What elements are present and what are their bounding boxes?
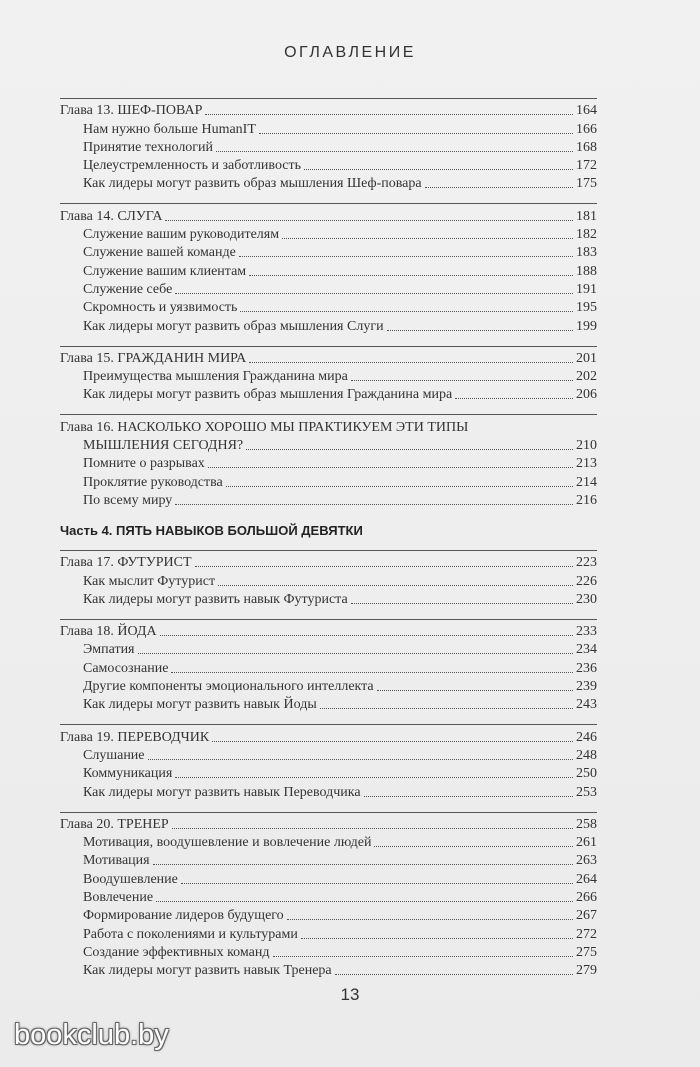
entry-page: 214 [576, 474, 597, 490]
dot-leader [335, 974, 573, 975]
entry-page: 206 [576, 387, 597, 403]
dot-leader [148, 759, 573, 760]
dot-leader [175, 504, 573, 505]
dot-leader [216, 151, 573, 152]
chapter-entry [60, 553, 597, 571]
chapter-group [60, 619, 597, 713]
table-of-contents [60, 98, 597, 990]
entry-page: 275 [576, 944, 597, 960]
section-entry [60, 316, 597, 334]
dot-leader [387, 330, 573, 331]
dot-leader [160, 635, 573, 636]
entry-title: Глава 17. ФУТУРИСТ [60, 555, 192, 571]
dot-leader [208, 467, 573, 468]
dot-leader [240, 311, 573, 312]
entry-page: 236 [576, 660, 597, 676]
entry-page: 263 [576, 853, 597, 869]
entry-page: 216 [576, 492, 597, 508]
chapter-entry [60, 622, 597, 640]
chapter-entry [60, 349, 597, 367]
entry-title: Преимущества мышления Гражданина мира [83, 369, 348, 385]
toc-section-before-part [60, 98, 597, 509]
section-entry [60, 658, 597, 676]
dot-leader [171, 672, 573, 673]
section-entry [60, 943, 597, 961]
section-entry [60, 454, 597, 472]
dot-leader [287, 919, 573, 920]
section-entry [60, 782, 597, 800]
entry-title: Глава 20. ТРЕНЕР [60, 816, 169, 832]
entry-title: По всему миру [83, 492, 173, 508]
section-entry [60, 695, 597, 713]
dot-leader [374, 846, 573, 847]
dot-leader [259, 133, 573, 134]
entry-title: Самосознание [83, 660, 169, 676]
entry-page: 202 [576, 369, 597, 385]
entry-page: 183 [576, 245, 597, 261]
section-entry [60, 367, 597, 385]
part-title: Часть 4. ПЯТЬ НАВЫКОВ БОЛЬШОЙ ДЕВЯТКИ [60, 522, 363, 538]
entry-page: 246 [576, 729, 597, 745]
entry-page: 264 [576, 871, 597, 887]
dot-leader [320, 708, 573, 709]
entry-title: Глава 16. НАСКОЛЬКО ХОРОШО МЫ ПРАКТИКУЕМ ЭТИ ТИПЫ [60, 419, 469, 435]
entry-page: 226 [576, 573, 597, 589]
section-entry [60, 571, 597, 589]
section-entry [60, 640, 597, 658]
entry-title: МЫШЛЕНИЯ СЕГОДНЯ? [83, 438, 244, 454]
section-entry [60, 888, 597, 906]
section-entry [60, 156, 597, 174]
dot-leader [212, 741, 573, 742]
entry-title: Как лидеры могут развить образ мышления Гражданина мира [83, 387, 453, 403]
section-entry [60, 746, 597, 764]
dot-leader [175, 777, 573, 778]
entry-page: 261 [576, 835, 597, 851]
chapter-group [60, 550, 597, 608]
entry-title: Создание эффективных команд [83, 944, 270, 960]
entry-page: 233 [576, 624, 597, 640]
entry-title: Работа с поколениями и культурами [83, 926, 298, 942]
entry-page: 266 [576, 889, 597, 905]
chapter-entry-continued [60, 436, 597, 454]
entry-title: Формирование лидеров будущего [83, 908, 284, 924]
dot-leader [165, 220, 573, 221]
toc-section-after-part [60, 550, 597, 979]
watermark-logo: bookclub.by [14, 1019, 169, 1051]
chapter-entry [60, 815, 597, 833]
entry-page: 258 [576, 816, 597, 832]
section-entry [60, 869, 597, 887]
dot-leader [364, 796, 573, 797]
dot-leader [218, 585, 573, 586]
entry-page: 213 [576, 456, 597, 472]
entry-title: Глава 18. ЙОДА [60, 624, 157, 640]
entry-page: 172 [576, 158, 597, 174]
entry-title: Как лидеры могут развить образ мышления Шеф-повара [83, 176, 422, 192]
entry-page: 223 [576, 555, 597, 571]
chapter-group [60, 724, 597, 800]
entry-page: 188 [576, 263, 597, 279]
entry-title: Служение себе [83, 281, 173, 297]
dot-leader [249, 362, 573, 363]
entry-page: 164 [576, 103, 597, 119]
dot-leader [175, 293, 573, 294]
section-entry [60, 298, 597, 316]
entry-title: Глава 15. ГРАЖДАНИН МИРА [60, 350, 247, 366]
dot-leader [181, 883, 573, 884]
entry-title: Как лидеры могут развить навык Футуриста [83, 591, 348, 607]
dot-leader [351, 380, 573, 381]
entry-page: 201 [576, 350, 597, 366]
section-entry [60, 385, 597, 403]
entry-page: 239 [576, 679, 597, 695]
section-entry [60, 225, 597, 243]
entry-title: Служение вашей команде [83, 245, 236, 261]
entry-title: Целеустремленность и заботливость [83, 158, 302, 174]
chapter-group [60, 346, 597, 404]
entry-title: Принятие технологий [83, 139, 214, 155]
entry-page: 210 [576, 438, 597, 454]
entry-title: Как лидеры могут развить образ мышления Слуги [83, 318, 384, 334]
dot-leader [249, 275, 573, 276]
dot-leader [425, 187, 573, 188]
entry-title: Другие компоненты эмоционального интеллекта [83, 679, 374, 695]
dot-leader [377, 690, 573, 691]
entry-page: 199 [576, 318, 597, 334]
section-entry [60, 261, 597, 279]
section-entry [60, 677, 597, 695]
chapter-entry [60, 206, 597, 224]
section-entry [60, 491, 597, 509]
entry-title: Воодушевление [83, 871, 178, 887]
dot-leader [226, 486, 573, 487]
chapter-entry [60, 101, 597, 119]
dot-leader [351, 603, 573, 604]
dot-leader [138, 653, 574, 654]
entry-title: Как лидеры могут развить навык Йоды [83, 697, 317, 713]
entry-title: Глава 14. СЛУГА [60, 208, 163, 224]
section-entry [60, 138, 597, 156]
section-entry [60, 590, 597, 608]
entry-title: Помните о разрывах [83, 456, 205, 472]
dot-leader [282, 238, 573, 239]
entry-title: Слушание [83, 747, 145, 763]
entry-title: Вовлечение [83, 889, 154, 905]
entry-page: 267 [576, 908, 597, 924]
dot-leader [195, 566, 573, 567]
section-entry [60, 472, 597, 490]
dot-leader [172, 828, 573, 829]
chapter-entry [60, 417, 597, 435]
entry-title: Как лидеры могут развить навык Тренера [83, 963, 332, 979]
entry-page: 243 [576, 697, 597, 713]
entry-title: Коммуникация [83, 766, 173, 782]
entry-page: 250 [576, 766, 597, 782]
dot-leader [273, 956, 573, 957]
dot-leader [153, 864, 573, 865]
entry-title: Глава 13. ШЕФ-ПОВАР [60, 103, 203, 119]
entry-title: Мотивация, воодушевление и вовлечение людей [83, 835, 372, 851]
entry-title: Как лидеры могут развить навык Переводчика [83, 784, 361, 800]
entry-title: Эмпатия [83, 642, 135, 658]
entry-page: 168 [576, 139, 597, 155]
dot-leader [304, 169, 573, 170]
section-entry [60, 280, 597, 298]
dot-leader [455, 398, 573, 399]
chapter-group [60, 203, 597, 334]
entry-page: 272 [576, 926, 597, 942]
chapter-group [60, 812, 597, 980]
section-entry [60, 174, 597, 192]
dot-leader [301, 938, 573, 939]
entry-page: 253 [576, 784, 597, 800]
section-entry [60, 851, 597, 869]
chapter-group [60, 414, 597, 508]
dot-leader [246, 449, 573, 450]
toc-heading: ОГЛАВЛЕНИЕ [284, 44, 416, 61]
entry-title: Глава 19. ПЕРЕВОДЧИК [60, 729, 210, 745]
entry-page: 175 [576, 176, 597, 192]
page-number: 13 [340, 985, 360, 1004]
entry-page: 191 [576, 281, 597, 297]
section-entry [60, 961, 597, 979]
entry-title: Служение вашим клиентам [83, 263, 247, 279]
section-entry [60, 906, 597, 924]
chapter-entry [60, 727, 597, 745]
dot-leader [205, 114, 573, 115]
entry-page: 248 [576, 747, 597, 763]
entry-page: 230 [576, 591, 597, 607]
section-entry [60, 833, 597, 851]
entry-page: 166 [576, 121, 597, 137]
section-entry [60, 924, 597, 942]
entry-title: Как мыслит Футурист [83, 573, 216, 589]
entry-page: 181 [576, 208, 597, 224]
section-entry [60, 764, 597, 782]
chapter-group [60, 98, 597, 192]
entry-title: Скромность и уязвимость [83, 300, 238, 316]
entry-title: Проклятие руководства [83, 474, 223, 490]
entry-title: Нам нужно больше HumanIT [83, 121, 256, 137]
section-entry [60, 243, 597, 261]
entry-title: Мотивация [83, 853, 150, 869]
entry-page: 195 [576, 300, 597, 316]
entry-page: 279 [576, 963, 597, 979]
entry-page: 182 [576, 227, 597, 243]
entry-title: Служение вашим руководителям [83, 227, 280, 243]
section-entry [60, 119, 597, 137]
dot-leader [239, 256, 573, 257]
dot-leader [156, 901, 573, 902]
entry-page: 234 [576, 642, 597, 658]
